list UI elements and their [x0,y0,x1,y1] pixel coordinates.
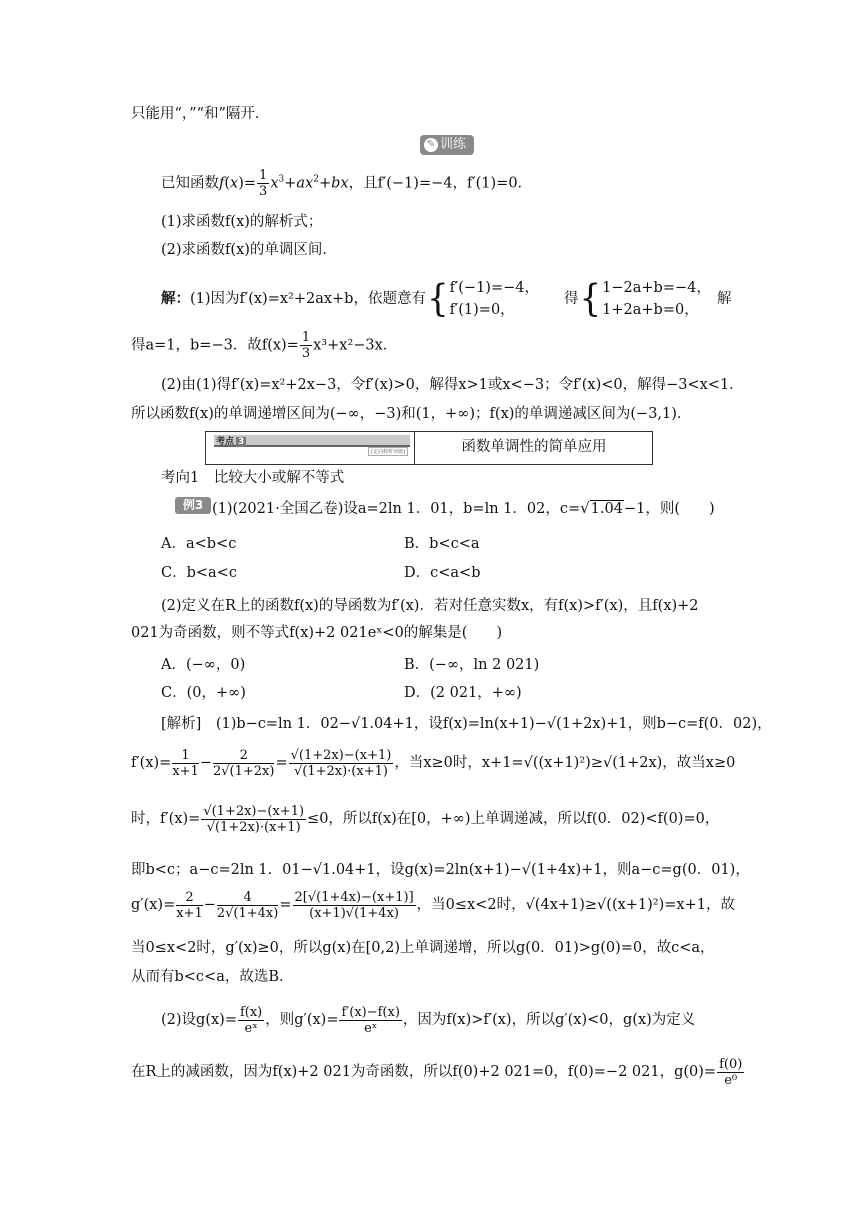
analysis-line-6: 当0≤x<2时，g′(x)≥0，所以g(x)在[0,2)上单调递增，所以g(0．01)>g(0)=0，故c<a， [131,940,715,956]
topic-subtitle: [定向精析突破] [368,447,408,456]
fraction-one-third: $\frac{1}{3}$ [259,168,268,199]
option2-d: D．(2 021，+∞) [404,685,522,701]
analysis-line-9: 在R上的减函数，因为f(x)+2 021为奇函数，所以f(0)+2 021=0，f(0)=−2 021，g(0)= $\frac{f(0)}{\text{e⁰}}$ [131,1056,743,1088]
analysis-line-8: (2)设g(x)= $\frac{f(x)}{\text{eˣ}}$ ，则g′(x)= $\frac{f'(x)-f(x)}{\text{eˣ}}$ ，因为f(x)>f′(x)，所以g′(x)<0，g(x)为定义 [161,1004,696,1036]
analysis-line-4: 即b<c；a−c=2ln 1．01−√1.04+1，设g(x)=2ln(x+1)−√(1+4x)+1，则a−c=g(0．01)， [131,862,750,878]
option-d: D．c<a<b [404,565,481,581]
analysis-line-5: g′(x)= $\frac{2}{x+1}$ − $\frac{4}{2√(1+4x)}$ = $\frac{2[√(1+4x)-(x+1)]}{(x+1)√(1+4x)}$ ，当0≤x<2时，√(4x+1)≥√((x+1)²)=x+1，故 [131,889,735,921]
exercise-condition: ，且f′(−1)=−4，f′(1)=0． [348,175,533,192]
exercise-statement: 已知函数f(x)= $\frac{1}{3}$ $x^3+ax^2+bx$，且f′(−1)=−4，f′(1)=0． [161,168,533,199]
training-label: 训练 [440,137,467,152]
option2-a: A．(−∞，0) [161,657,246,673]
example-badge: 例3 [175,497,211,514]
exercise-question-1: (1)求函数f(x)的解析式； [161,214,323,230]
continuation-line: 只能用“，”“和”隔开． [131,106,270,122]
direction-heading: 考向1 比较大小或解不等式 [161,470,345,486]
option2-b: B．(−∞，ln 2 021) [404,657,540,673]
solution-system-2: 得{ 1−2a+b=−4， 1+2a+b=0， [564,277,711,321]
option-b: B．b<c<a [404,536,480,552]
training-badge [420,135,474,155]
option-a: A．a<b<c [161,536,237,552]
exercise-question-2: (2)求函数f(x)的单调区间． [161,242,337,258]
exercise-intro: 已知函数 [161,175,219,192]
option-c: C．b<a<c [161,565,237,581]
example-3-question-1: (1)(2021·全国乙卷)设a=2ln 1．01，b=ln 1．02，c=√1.04−1，则( ) [212,499,715,517]
analysis-line-1: [解析] (1)b−c=ln 1．02−√1.04+1，设f(x)=ln(x+1)−√(1+2x)+1，则b−c=f(0．02)， [161,716,772,732]
solution-part2: (2)由(1)得f′(x)=x²+2x−3，令f′(x)>0，解得x>1或x<−3；令f′(x)<0，解得−3<x<1． [161,377,744,393]
topic-tag: 考点 3 [216,437,245,447]
solution-jie: 解 [717,291,732,307]
example-3-question-2-line1: (2)定义在R上的函数f(x)的导函数为f′(x)．若对任意实数x，有f(x)>f′(x)，且f(x)+2 [161,598,699,614]
analysis-line-3: 时，f′(x)= $\frac{√(1+2x)-(x+1)}{√(1+2x)\cdot(x+1)}$ ≤0，所以f(x)在[0，+∞)上单调递减，所以f(0．02)<f(0)=0， [131,803,720,835]
topic-header-box [205,431,653,465]
solution-part1: 解：(1)因为f′(x)=x²+2ax+b，依题意有{ f′(−1)=−4， f′(1)=0， [161,277,539,321]
example-3-question-2-line2: 021为奇函数，则不等式f(x)+2 021eˣ<0的解集是( ) [131,625,503,641]
topic-title: 函数单调性的简单应用 [461,439,607,455]
solution-label: 解： [161,290,190,307]
analysis-line-2: f′(x)= $\frac{1}{x+1}$ − $\frac{2}{2√(1+2x)}$ = $\frac{√(1+2x)-(x+1)}{√(1+2x)\cdot(x+1)}$ ，当x≥0时，x+1=√((x+1)²)≥√(1+2x)，故当x≥0 [131,747,736,779]
solution-intervals: 所以函数f(x)的单调递增区间为(−∞，−3)和(1，+∞)；f(x)的单调递减区间为(−3,1)． [131,406,692,422]
option2-c: C．(0，+∞) [161,685,246,701]
analysis-line-7: 从而有b<c<a，故选B． [131,969,294,985]
solution-result: 得a=1，b=−3．故f(x)= $\frac{1}{3}$ x³+x²−3x． [131,330,398,361]
pencil-icon: ✎ [424,138,438,152]
